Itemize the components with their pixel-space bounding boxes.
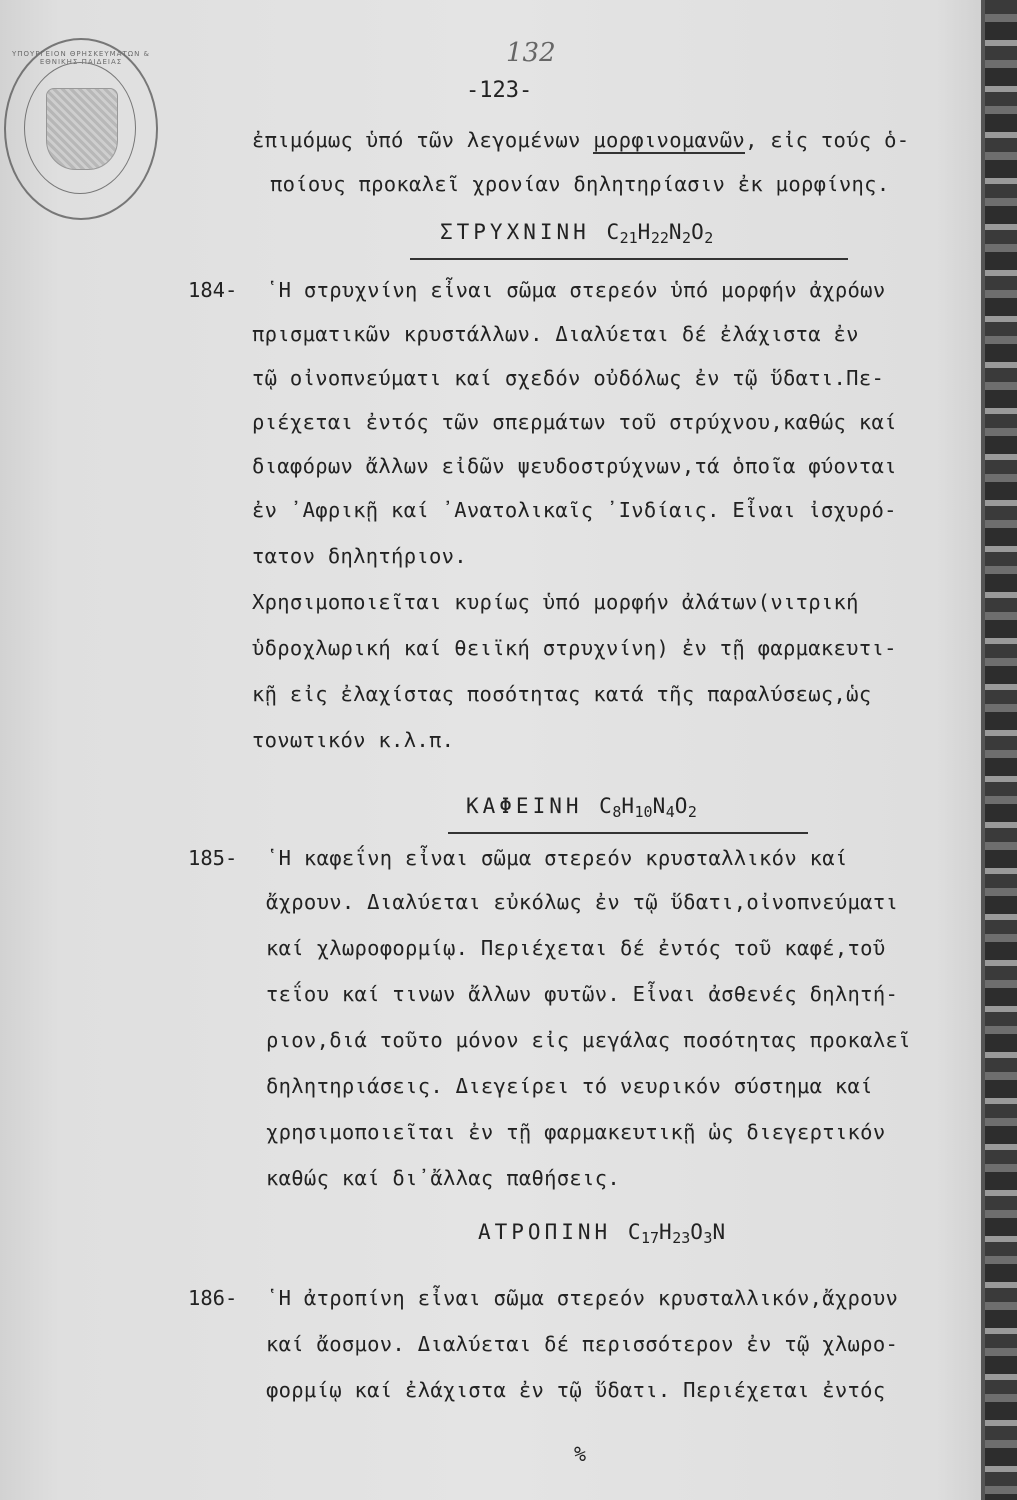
text-line: πρισματικῶν κρυστάλλων. Διαλύεται δέ ἐλάχιστα ἐν [252, 322, 859, 346]
chemical-formula: $C_8H_{10}N_4O_2$ [599, 794, 697, 821]
text-line: καθώς καί δι᾿ἄλλας παθήσεις. [266, 1166, 620, 1190]
continuation-mark: % [574, 1442, 587, 1466]
handwritten-folio: 132 [506, 38, 556, 68]
paragraph-number-185: 185- [188, 846, 238, 870]
text-line: τεΐου καί τινων ἄλλων φυτῶν. Εἶναι ἀσθενές δηλητή- [266, 982, 899, 1006]
underlined-term: μορφινομανῶν [593, 128, 746, 152]
stamp-text: ΥΠΟΥΡΓΕΙΟΝ ΘΡΗΣΚΕΥΜΑΤΩΝ & ΕΘΝΙΚΗΣ ΠΑΙΔΕΙΑΣ [12, 50, 150, 66]
text-line: ῾Η ἀτροπίνη εἶναι σῶμα στερεόν κρυσταλλικόν,ἄχρουν [266, 1286, 899, 1310]
text-line: ἄχρουν. Διαλύεται εὐκόλως ἐν τῷ ὕδατι,οἰνοπνεύματι [266, 890, 899, 914]
text-line: ὑδροχλωρική καί θειϊκή στρυχνίνη) ἐν τῇ φαρμακευτι- [252, 636, 897, 660]
section-heading-caffeine [466, 794, 697, 821]
chemical-formula: $C_{21}H_{22}N_2O_2$ [606, 220, 714, 247]
text-line: τῷ οἰνοπνεύματι καί σχεδόν οὐδόλως ἐν τῷ ὕδατι.Πε- [252, 366, 885, 390]
text-line: Χρησιμοποιεῖται κυρίως ὑπό μορφήν ἀλάτων(νιτρική [252, 590, 859, 614]
heading-underline [448, 832, 808, 834]
text-line: ριέχεται ἐντός τῶν σπερμάτων τοῦ στρύχνου,καθώς καί [252, 410, 897, 434]
text-line: ῾Η καφεΐνη εἶναι σῶμα στερεόν κρυσταλλικόν καί [266, 846, 848, 870]
text-line: καί ἄοσμον. Διαλύεται δέ περισσότερον ἐν τῷ χλωρο- [266, 1332, 899, 1356]
coat-of-arms-icon [46, 88, 118, 170]
text-line: τατον δηλητήριον. [252, 544, 467, 568]
text-line: διαφόρων ἄλλων εἰδῶν ψευδοστρύχνων,τά ὁποῖα φύονται [252, 454, 897, 478]
section-title: ΚΑΦΕΙΝΗ [466, 794, 583, 818]
chemical-formula: $C_{17}H_{23}O_3N$ [627, 1220, 726, 1247]
section-heading-atropine [478, 1220, 726, 1247]
page-number: -123- [466, 78, 533, 103]
text-line: χρησιμοποιεῖται ἐν τῇ φαρμακευτικῇ ὡς διεγερτικόν [266, 1120, 886, 1144]
intro-line-1-pre: ἐπιμόμως ὑπό τῶν λεγομένων [252, 128, 594, 152]
section-title: ΑΤΡΟΠΙΝΗ [478, 1220, 612, 1244]
paragraph-number-184: 184- [188, 278, 238, 302]
intro-line-1 [252, 128, 909, 152]
heading-underline [410, 258, 848, 260]
ministry-stamp [4, 38, 158, 220]
paragraph-number-186: 186- [188, 1286, 238, 1310]
text-line: κῇ εἰς ἐλαχίστας ποσότητας κατά τῆς παραλύσεως,ὡς [252, 682, 872, 706]
intro-line-2: ποίους προκαλεῖ χρονίαν δηλητηρίασιν ἐκ μορφίνης. [270, 172, 890, 196]
book-binding [985, 0, 1017, 1500]
text-line: ῾Η στρυχνίνη εἶναι σῶμα στερεόν ὑπό μορφήν ἀχρόων [266, 278, 886, 302]
text-line: καί χλωροφορμίῳ. Περιέχεται δέ ἐντός τοῦ καφέ,τοῦ [266, 936, 886, 960]
intro-line-1-post: , εἰς τούς ὁ- [745, 128, 910, 152]
text-line: ριον,διά τοῦτο μόνον εἰς μεγάλας ποσότητας προκαλεῖ [266, 1028, 911, 1052]
section-title: ΣΤΡΥΧΝΙΝΗ [440, 220, 590, 244]
section-heading-strychnine [440, 220, 713, 247]
text-line: ἐν ᾿Αφρικῇ καί ᾿Ανατολικαῖς ᾿Ινδίαις. Εἶναι ἰσχυρό- [252, 498, 897, 522]
text-line: φορμίῳ καί ἐλάχιστα ἐν τῷ ὕδατι. Περιέχεται ἐντός [266, 1378, 886, 1402]
text-line: τονωτικόν κ.λ.π. [252, 728, 455, 752]
text-line: δηλητηριάσεις. Διεγείρει τό νευρικόν σύστημα καί [266, 1074, 873, 1098]
